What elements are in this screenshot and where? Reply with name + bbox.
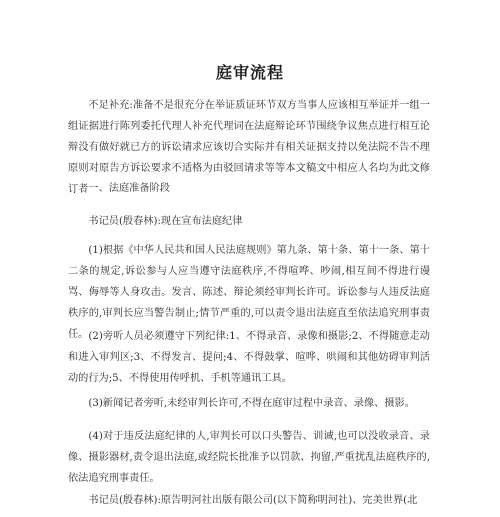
page-title: 庭审流程: [215, 63, 284, 82]
court-rule-2: (2)旁听人员必须遵守下列纪律:1、不得录音、录像和摄影;2、不得随意走动和进入审判区;3、不得发言、提问;4、不得鼓掌、喧哗、哄闹和其他妨碍审判活动的行为;5、不得使用传呼机、手机等通讯工具。: [68, 331, 430, 384]
clerk-plaintiff-statement: 书记员(殷春林):原告明河社出版有限公司(以下简称明河社)、完美世界(北: [88, 495, 418, 506]
court-rule-1: (1)根据《中华人民共和国人民法庭规则》第九条、第十条、第十一条、第十二条的规定,诉讼参与人应当遵守法庭秩序,不得喧哗、吵闹,相互间不得进行谩骂、侮辱等人身攻击。发言、陈述、辩论须经审判长许可。诉讼参与人违反法庭秩序的,审判长应当警告制止;情节严重的,可以责令退出法庭直至依法追究刑事责任。: [68, 245, 430, 340]
court-rule-4: (4)对于违反法庭纪律的人,审判长可以口头警告、训诫,也可以没收录音、录像、摄影器材,责令退出法庭,或经院长批准予以罚款、拘留,严重扰乱法庭秩序的,依法追究刑事责任。: [68, 431, 430, 484]
clerk-announcement: 书记员(殷春林):现在宣布法庭纪律: [88, 216, 243, 227]
supplement-paragraph: 不足补充:准备不是很充分在举证质证环节双方当事人应该相互举证并一组一组证据进行陈列委托代理人补充代理词在法庭辩论环节围绕争议焦点进行相互论辩没有做好就已方的诉讼请求应该切合实际并有相关证据支持以免法院不告不理原则对原告方诉讼要求不适格为由驳回请求等等本文稿文中相应人名均为此文修订者: [68, 100, 430, 195]
section-heading-preparation: 一、法庭准备阶段: [88, 183, 170, 194]
court-rule-3: (3)新闻记者旁听,未经审判长许可,不得在庭审过程中录音、录像、摄影。: [88, 398, 415, 409]
